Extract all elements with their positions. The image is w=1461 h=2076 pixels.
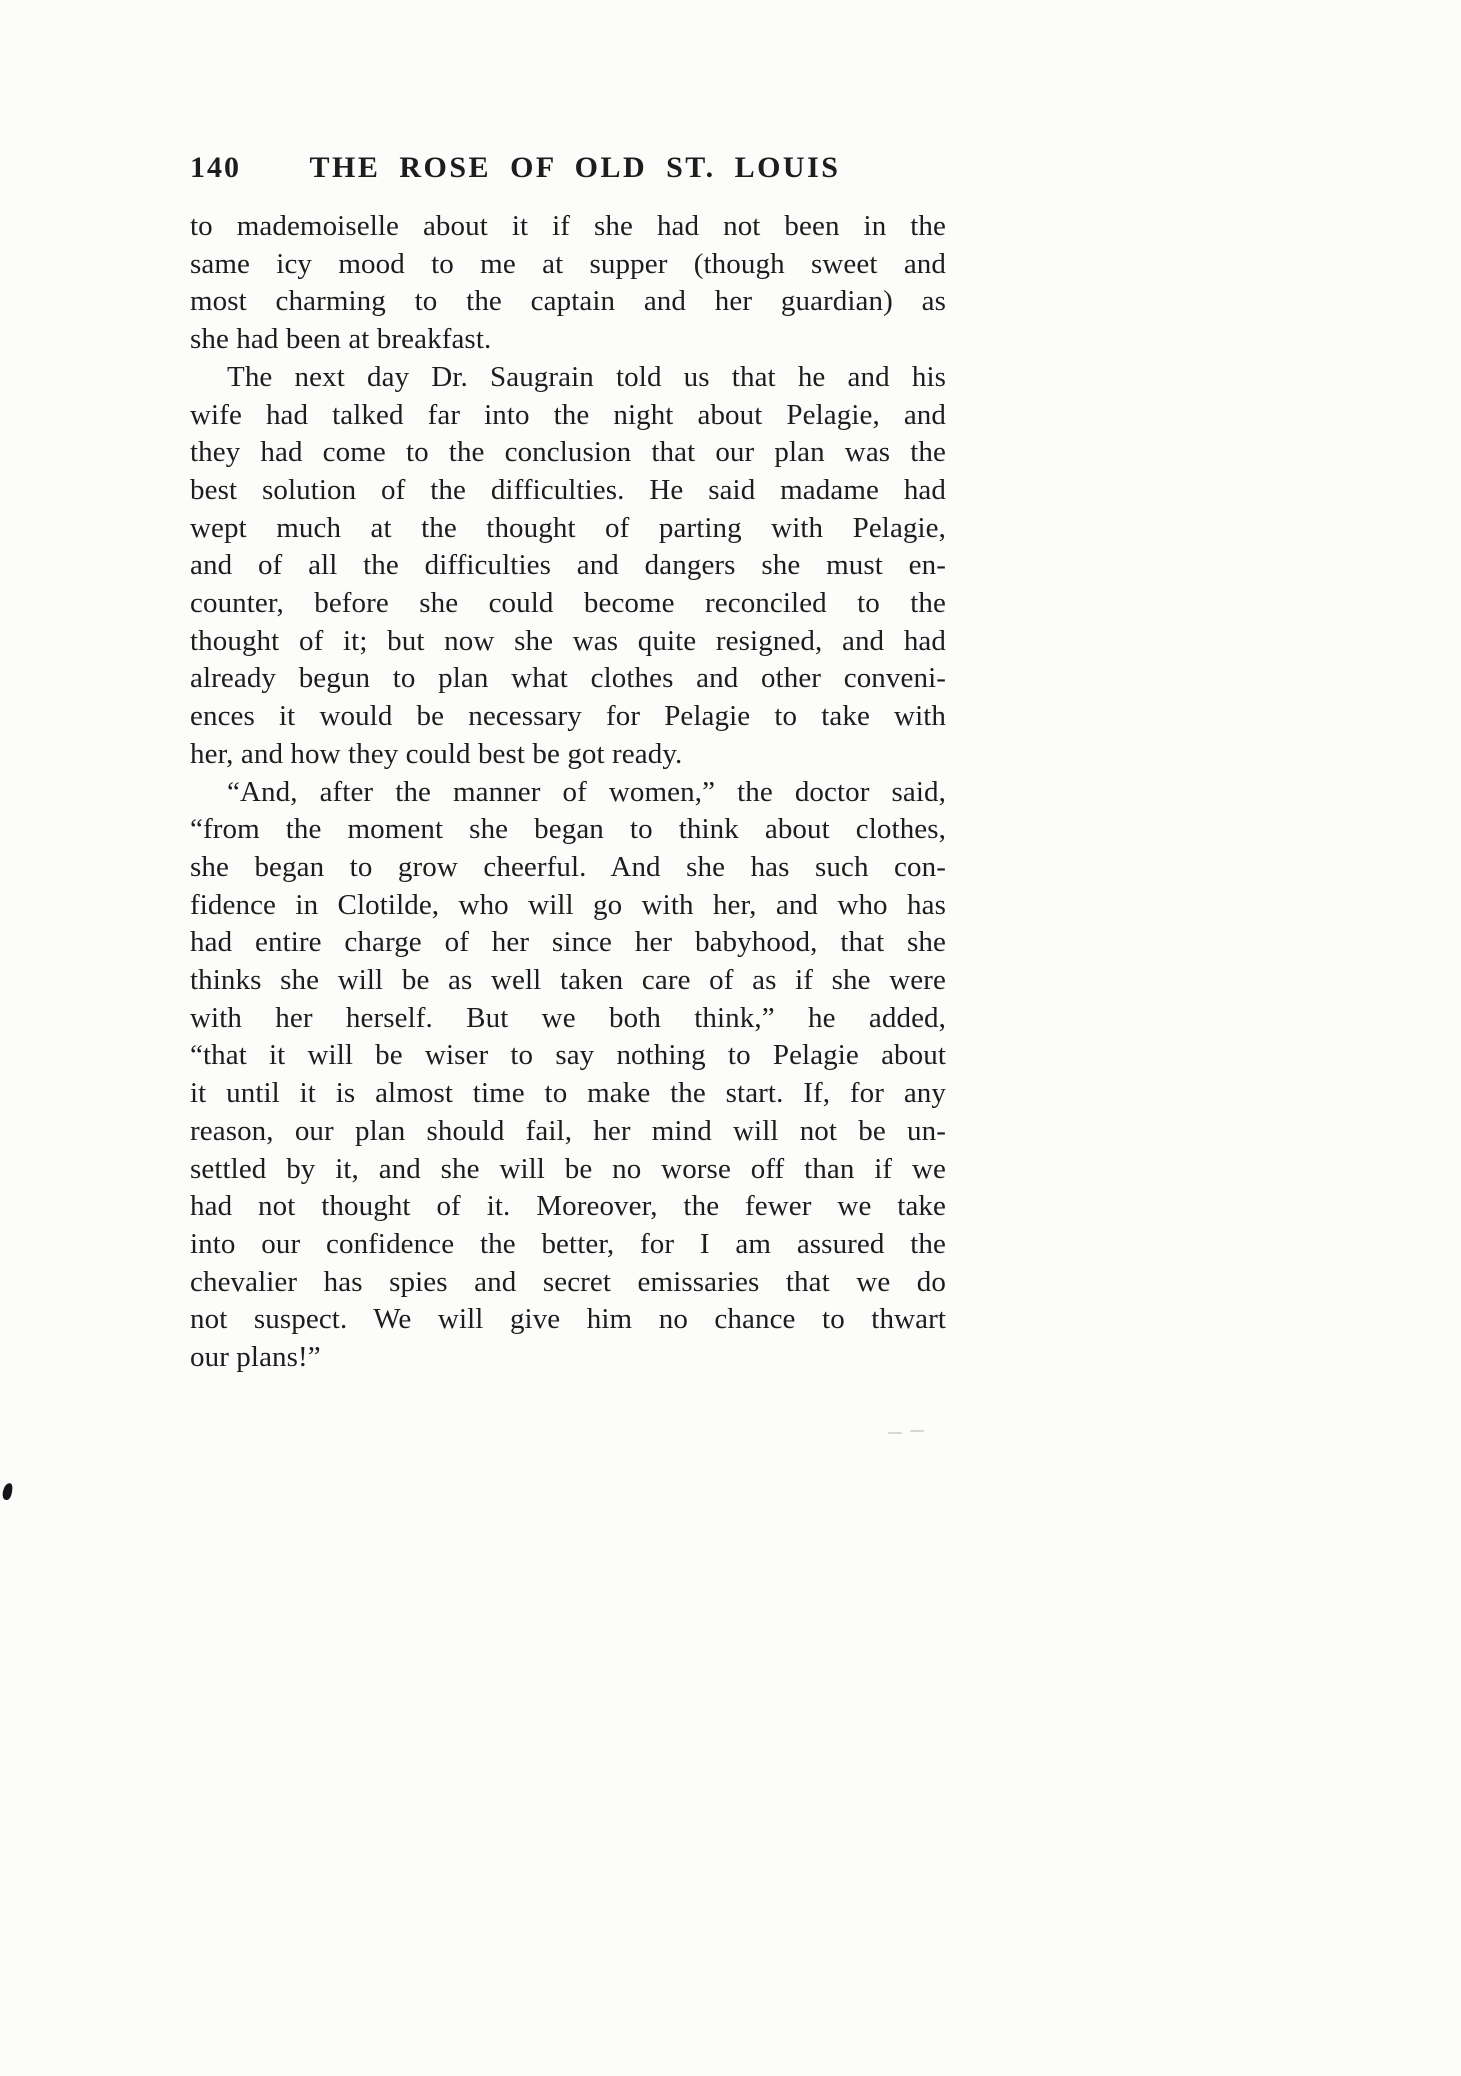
text-line: “that it will be wiser to say nothing to Pelagie about <box>190 1039 946 1072</box>
text-line: best solution of the difficulties. He said madame had <box>190 473 946 506</box>
text-line: with her herself. But we both think,” he added, <box>190 1001 946 1034</box>
text-line: not suspect. We will give him no chance to thwart <box>190 1303 946 1336</box>
text-line: counter, before she could become reconciled to the <box>190 587 946 620</box>
text-line: chevalier has spies and secret emissaries that we do <box>190 1265 946 1298</box>
text-column <box>190 146 946 1377</box>
page-number: 140 <box>190 151 241 184</box>
text-line: had not thought of it. Moreover, the fewer we take <box>190 1190 946 1223</box>
text-line: thinks she will be as well taken care of as if she were <box>190 964 946 997</box>
text-line: her, and how they could best be got ready. <box>190 737 683 770</box>
text-line: settled by it, and she will be no worse off than if we <box>190 1152 946 1185</box>
text-line: “from the moment she began to think about clothes, <box>190 813 946 846</box>
text-line: ences it would be necessary for Pelagie to take with <box>190 700 946 733</box>
text-line: The next day Dr. Saugrain told us that he and his <box>227 360 946 393</box>
text-line: it until it is almost time to make the start. If, for any <box>190 1077 946 1110</box>
text-line: already begun to plan what clothes and other conveni- <box>190 662 946 695</box>
text-line: “And, after the manner of women,” the doctor said, <box>227 775 946 808</box>
scan-dash-artifact <box>888 1432 902 1434</box>
text-line: to mademoiselle about it if she had not been in the <box>190 210 946 242</box>
scan-dash-artifact <box>910 1430 924 1432</box>
text-line: most charming to the captain and her guardian) as <box>190 285 946 318</box>
text-line: our plans!” <box>190 1341 321 1374</box>
text-line: and of all the difficulties and dangers she must en- <box>190 549 946 582</box>
text-line: wept much at the thought of parting with Pelagie, <box>190 511 946 544</box>
text-line: reason, our plan should fail, her mind will not be un- <box>190 1114 946 1147</box>
text-line: they had come to the conclusion that our plan was the <box>190 436 946 469</box>
text-line: fidence in Clotilde, who will go with her, and who has <box>190 888 946 921</box>
paragraph <box>190 208 946 359</box>
running-title: THE ROSE OF OLD ST. LOUIS <box>309 151 841 184</box>
text-line: thought of it; but now she was quite resigned, and had <box>190 624 946 657</box>
text-line: she had been at breakfast. <box>190 323 492 356</box>
text-line: she began to grow cheerful. And she has such con- <box>190 850 946 883</box>
text-line: into our confidence the better, for I am assured the <box>190 1227 946 1260</box>
text-line: had entire charge of her since her babyhood, that she <box>190 926 946 959</box>
scan-faint-marks-artifact <box>888 1430 926 1434</box>
scan-speck-artifact <box>2 1482 13 1500</box>
paragraph <box>190 774 946 1377</box>
text-line: same icy mood to me at supper (though sweet and <box>190 247 946 280</box>
page-header <box>190 146 946 190</box>
text-line: wife had talked far into the night about Pelagie, and <box>190 398 946 431</box>
page-body <box>190 208 946 1377</box>
paragraph <box>190 359 946 774</box>
